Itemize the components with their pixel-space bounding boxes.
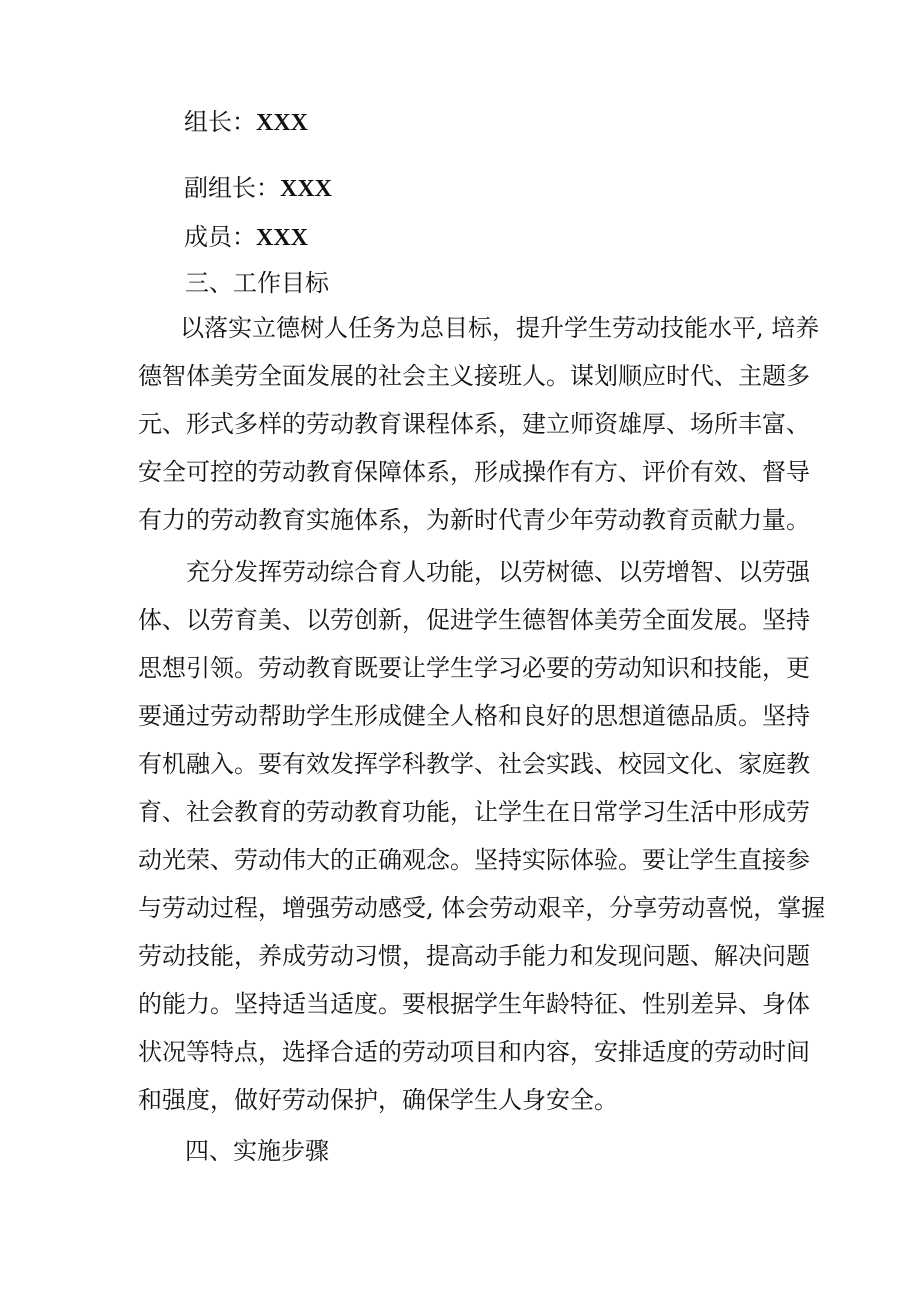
paragraph-line: 德智体美劳全面发展的社会主义接班人。谋划顺应时代、主题多: [138, 362, 810, 390]
paragraph-line: 安全可控的劳动教育保障体系，形成操作有方、评价有效、督导: [138, 458, 810, 486]
paragraph-line: 体、以劳育美、以劳创新，促进学生德智体美劳全面发展。坚持: [138, 606, 810, 634]
paragraph-line: 以落实立德树人任务为总目标，提升学生劳动技能水平, 培养: [180, 314, 820, 342]
leader-value: XXX: [256, 110, 308, 136]
paragraph-line: 与劳动过程，增强劳动感受, 体会劳动艰辛，分享劳动喜悦，掌握: [138, 894, 826, 922]
paragraph-line: 和强度，做好劳动保护，确保学生人身安全。: [138, 1086, 618, 1114]
deputy-leader-label: 副组长：: [184, 174, 280, 202]
paragraph-line: 状况等特点，选择合适的劳动项目和内容，安排适度的劳动时间: [138, 1038, 810, 1066]
paragraph-line: 充分发挥劳动综合育人功能，以劳树德、以劳增智、以劳强: [186, 558, 810, 586]
paragraph-line: 要通过劳动帮助学生形成健全人格和良好的思想道德品质。坚持: [138, 702, 810, 730]
members-line: [184, 222, 308, 253]
paragraph-line: 劳动技能，养成劳动习惯，提高动手能力和发现问题、解决问题: [138, 942, 810, 970]
section-heading-implementation-steps: 四、实施步骤: [185, 1137, 329, 1165]
deputy-leader-line: [184, 173, 332, 204]
members-value: XXX: [256, 225, 308, 251]
paragraph-line: 育、社会教育的劳动教育功能，让学生在日常学习生活中形成劳: [138, 798, 810, 826]
paragraph-line: 元、形式多样的劳动教育课程体系，建立师资雄厚、场所丰富、: [138, 410, 810, 438]
paragraph-line: 的能力。坚持适当适度。要根据学生年龄特征、性别差异、身体: [138, 990, 810, 1018]
paragraph-line: 动光荣、劳动伟大的正确观念。坚持实际体验。要让学生直接参: [138, 846, 810, 874]
deputy-leader-value: XXX: [280, 176, 332, 202]
paragraph-line: 有力的劳动教育实施体系，为新时代青少年劳动教育贡献力量。: [138, 506, 810, 534]
paragraph-line: 有机融入。要有效发挥学科教学、社会实践、校园文化、家庭教: [138, 750, 810, 778]
leader-label: 组长：: [184, 108, 256, 136]
paragraph-line: 思想引领。劳动教育既要让学生学习必要的劳动知识和技能，更: [138, 654, 810, 682]
members-label: 成员：: [184, 223, 256, 251]
section-heading-work-goals: 三、工作目标: [185, 269, 329, 297]
leader-line: [184, 107, 308, 138]
